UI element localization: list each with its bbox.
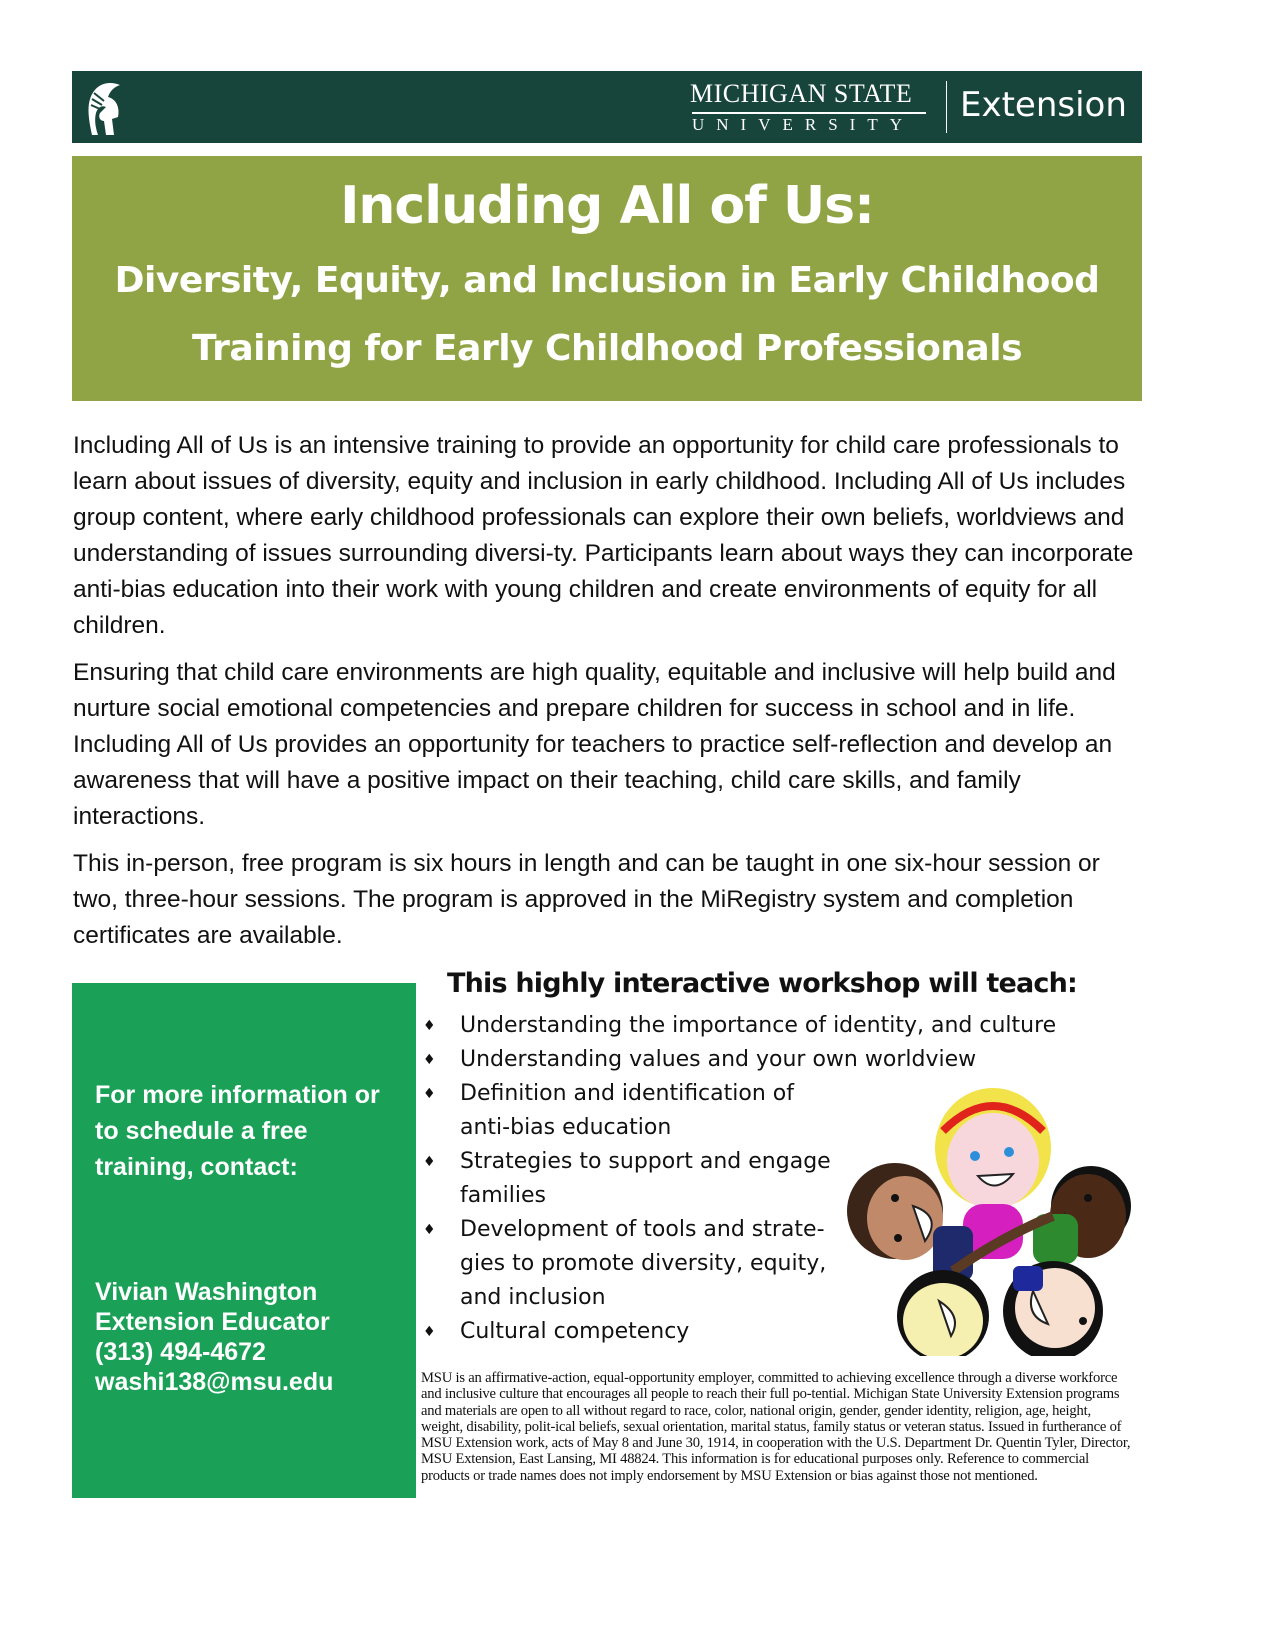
contact-phone[interactable]: (313) 494-4672 [95, 1338, 266, 1366]
diamond-bullet-icon: ♦ [423, 1086, 436, 1102]
list-item: ♦ Cultural competency [423, 1315, 1083, 1349]
contact-prompt: For more information or to schedule a free training, contact: [95, 1081, 380, 1181]
contact-box [72, 983, 416, 1498]
msu-wordmark-line1: MICHIGAN STATE [690, 79, 913, 108]
page-subtitle-2: Training for Early Childhood Professionals [191, 328, 1022, 369]
msu-wordmark [690, 79, 930, 135]
contact-name: Vivian Washington [95, 1278, 318, 1306]
contact-info [95, 1277, 405, 1397]
list-item: ♦ Development of tools and strate-gies to promote diversity, equity, and inclusion [423, 1213, 1083, 1315]
list-item: ♦ Understanding values and your own worldview [423, 1043, 1083, 1077]
diamond-bullet-icon: ♦ [423, 1324, 436, 1340]
header-divider [946, 81, 947, 133]
page-title: Including All of Us: [340, 176, 874, 236]
list-item: ♦ Strategies to support and engage families [423, 1145, 1083, 1213]
list-item: ♦ Definition and identification of anti-bias education [423, 1077, 1083, 1145]
msu-header-bar [72, 71, 1142, 143]
contact-email[interactable]: washi138@msu.edu [95, 1368, 334, 1396]
spartan-helmet-icon [80, 77, 130, 137]
contact-role: Extension Educator [95, 1308, 330, 1336]
program-details-paragraph: This in-person, free program is six hours in length and can be taught in one six-hour session or two, three-hour sessions. The program is approved in the MiRegistry system and completion certificates are available. [73, 850, 1100, 949]
workshop-heading: This highly interactive workshop will teach: [447, 968, 1078, 999]
diamond-bullet-icon: ♦ [423, 1052, 436, 1068]
benefits-paragraph: Ensuring that child care environments are high quality, equitable and inclusive will help build and nurture social emotional competencies and prepare children for success in school and in life. Including All of Us provides an opportunity for teachers to practice self-reflection and develop an awareness that will have a positive impact on their teaching, child care skills, and family interactions. [73, 659, 1116, 830]
msu-wordmark-line2: UNIVERSITY [692, 115, 914, 134]
diamond-bullet-icon: ♦ [423, 1222, 436, 1238]
extension-label: Extension [960, 85, 1127, 125]
list-item: ♦ Understanding the importance of identity, and culture [423, 1009, 1083, 1043]
title-band [72, 156, 1142, 401]
intro-paragraph: Including All of Us is an intensive training to provide an opportunity for child care professionals to learn about issues of diversity, equity and inclusion in early childhood. Including All of Us includes group content, where early childhood professionals can explore their own beliefs, worldviews and understanding of issues surrounding diversi-ty. Participants learn about ways they can incorporate anti-bias education into their work with young children and create environments of equity for all children. [73, 432, 1134, 639]
diamond-bullet-icon: ♦ [423, 1018, 436, 1034]
wordmark-rule [692, 112, 926, 114]
children-circle-illustration-icon [843, 1086, 1133, 1356]
diamond-bullet-icon: ♦ [423, 1154, 436, 1170]
page-subtitle-1: Diversity, Equity, and Inclusion in Early Childhood [114, 260, 1100, 301]
nondiscrimination-disclaimer: MSU is an affirmative-action, equal-opportunity employer, committed to achieving excellence through a diverse workforce and inclusive culture that encourages all people to reach their full po-tential. Michigan State University Extension programs and materials are open to all without regard to race, color, national origin, gender, gender identity, religion, age, height, weight, disability, polit-ical beliefs, sexual orientation, marital status, family status or veteran status. Issued in furtherance of MSU Extension work, acts of May 8 and June 30, 1914, in cooperation with the U.S. Department Dr. Quentin Tyler, Director, MSU Extension, East Lansing, MI 48824. This information is for educational purposes only. Reference to commercial products or trade names does not imply endorsement by MSU Extension or bias against those not mentioned. [421, 1370, 1131, 1484]
